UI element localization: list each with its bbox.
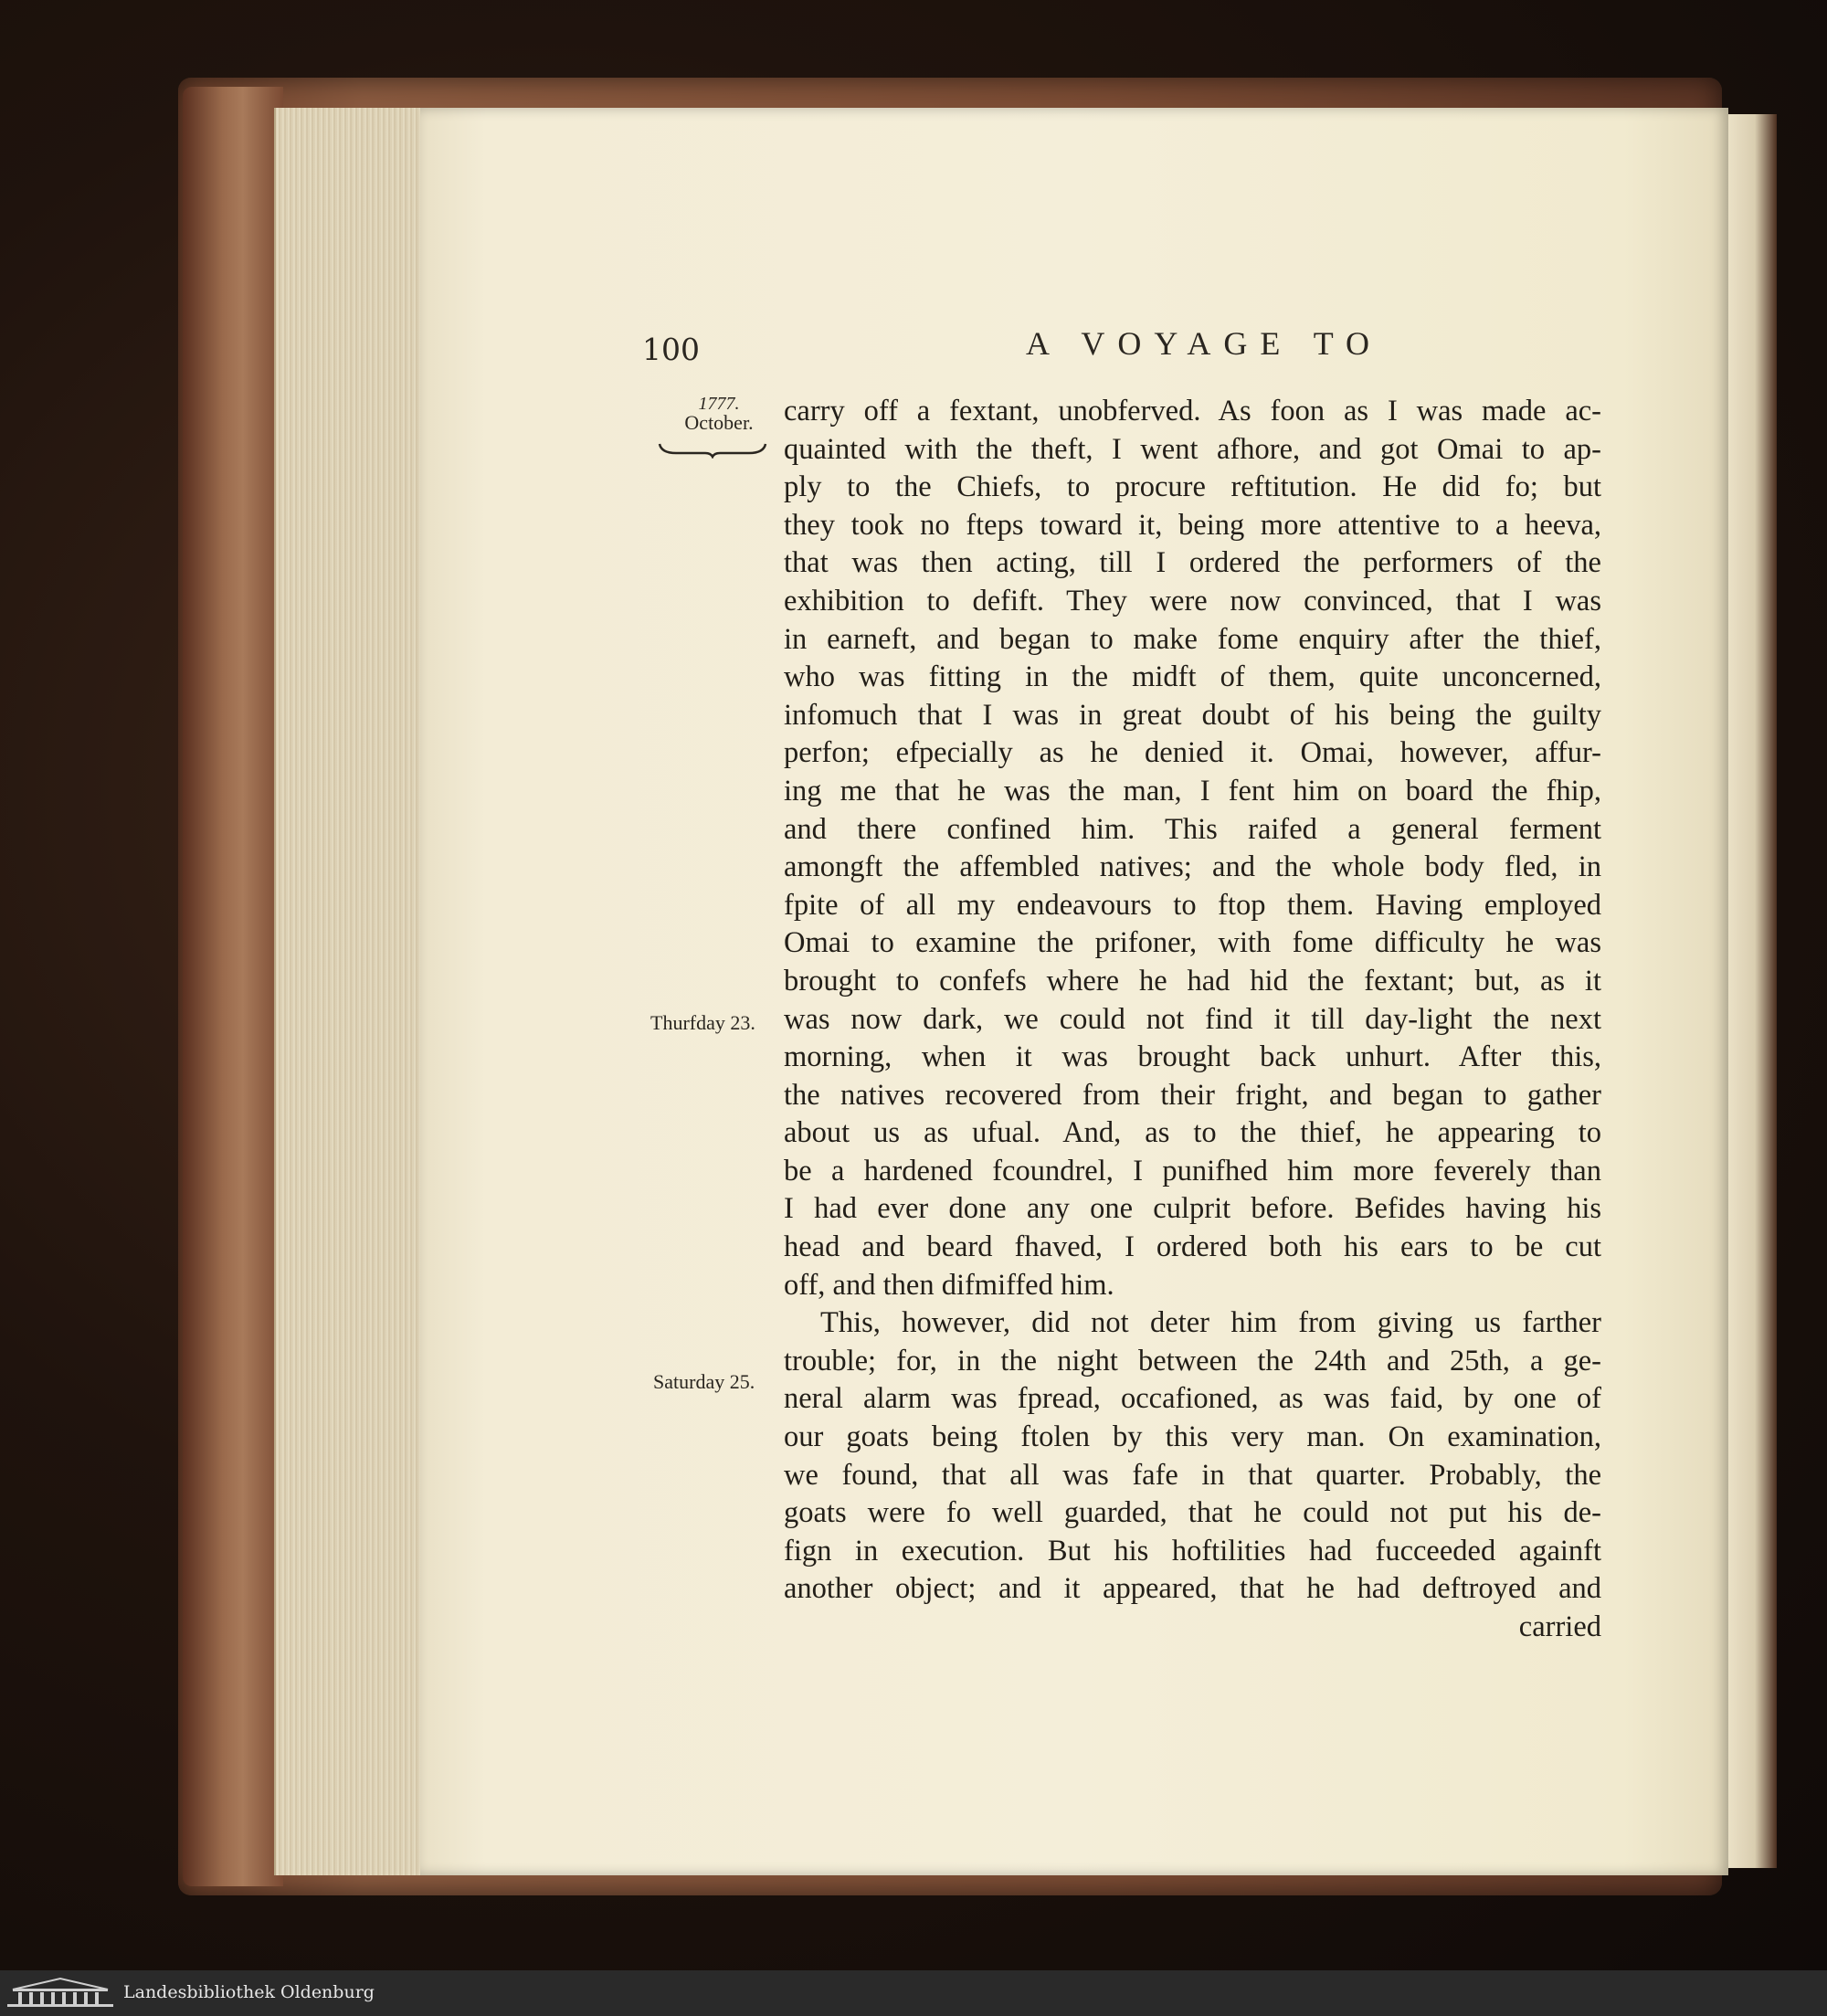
text-line: was now dark, we could not find it till day-light the next: [784, 1002, 1601, 1036]
text-line: who was fitting in the midft of them, quite unconcerned,: [784, 660, 1601, 694]
library-building-icon: [5, 1977, 115, 2010]
text-line: Omai to examine the prifoner, with fome difficulty he was: [784, 926, 1601, 960]
margin-month: October.: [684, 411, 754, 434]
margin-year: 1777.: [698, 394, 740, 414]
text-line: they took no fteps toward it, being more attentive to a heeva,: [784, 508, 1601, 542]
footer-bar: [0, 1970, 1827, 2016]
page-number: 100: [642, 332, 700, 367]
text-line: perfon; efpecially as he denied it. Omai, however, affur-: [784, 736, 1601, 770]
text-line: quainted with the theft, I went afhore, and got Omai to ap-: [784, 432, 1601, 466]
text-line: be a hardened fcoundrel, I punifhed him more feverely than: [784, 1154, 1601, 1187]
book-spine: [183, 87, 283, 1886]
running-head: [642, 324, 1601, 379]
body-text: [784, 393, 1601, 1647]
text-line: ing me that he was the man, I fent him on board the fhip,: [784, 774, 1601, 807]
text-line: carry off a fextant, unobferved. As foon as I was made ac-: [784, 395, 1601, 427]
text-line: This, however, did not deter him from giving us farther: [820, 1306, 1601, 1340]
text-line: off, and then difmiffed him.: [784, 1268, 1114, 1302]
brace-ornament: [658, 438, 767, 459]
text-line: ply to the Chiefs, to procure reftitution. He did fo; but: [784, 470, 1601, 504]
running-title: A VOYAGE TO: [1026, 325, 1383, 362]
text-line: goats were fo well guarded, that he could not put his de-: [784, 1496, 1601, 1530]
text-line: head and beard fhaved, I ordered both his ears to be cut: [784, 1230, 1601, 1264]
text-line: morning, when it was brought back unhurt. After this,: [784, 1040, 1601, 1074]
text-line: fpite of all my endeavours to ftop them. Having employed: [784, 888, 1601, 922]
text-line: trouble; for, in the night between the 24th and 25th, a ge-: [784, 1344, 1601, 1377]
text-line: our goats being ftolen by this very man. On examination,: [784, 1420, 1601, 1454]
page-stack-edges: [274, 108, 436, 1875]
text-line: I had ever done any one culprit before. Befides having his: [784, 1192, 1601, 1226]
text-line: that was then acting, till I ordered the performers of the: [784, 546, 1601, 580]
text-line: we found, that all was fafe in that quarter. Probably, the: [784, 1458, 1601, 1492]
margin-note-saturday: Saturday 25.: [653, 1370, 755, 1393]
text-line: fign in execution. But his hoftilities had fucceeded againft: [784, 1534, 1601, 1567]
text-line: and there confined him. This raifed a general ferment: [784, 812, 1601, 846]
text-line: infomuch that I was in great doubt of his being the guilty: [784, 698, 1601, 732]
margin-date: [660, 395, 778, 433]
facing-page-edge: [1722, 114, 1777, 1868]
text-line: the natives recovered from their fright, and began to gather: [784, 1078, 1601, 1112]
catchword: carried: [1518, 1610, 1601, 1643]
margin-note-thursday: Thurfday 23.: [650, 1011, 755, 1034]
text-line: about us as ufual. And, as to the thief, he appearing to: [784, 1116, 1601, 1150]
text-line: amongft the affembled natives; and the whole body fled, in: [784, 850, 1601, 884]
text-line: brought to confefs where he had hid the fextant; but, as it: [784, 964, 1601, 997]
library-name: Landesbibliothek Oldenburg: [123, 1982, 375, 2002]
text-line: neral alarm was fpread, occafioned, as was faid, by one of: [784, 1382, 1601, 1416]
text-line: in earneft, and began to make fome enquiry after the thief,: [784, 622, 1601, 656]
text-line: exhibition to defift. They were now convinced, that I was: [784, 584, 1601, 617]
text-line: another object; and it appeared, that he had deftroyed and: [784, 1572, 1601, 1606]
